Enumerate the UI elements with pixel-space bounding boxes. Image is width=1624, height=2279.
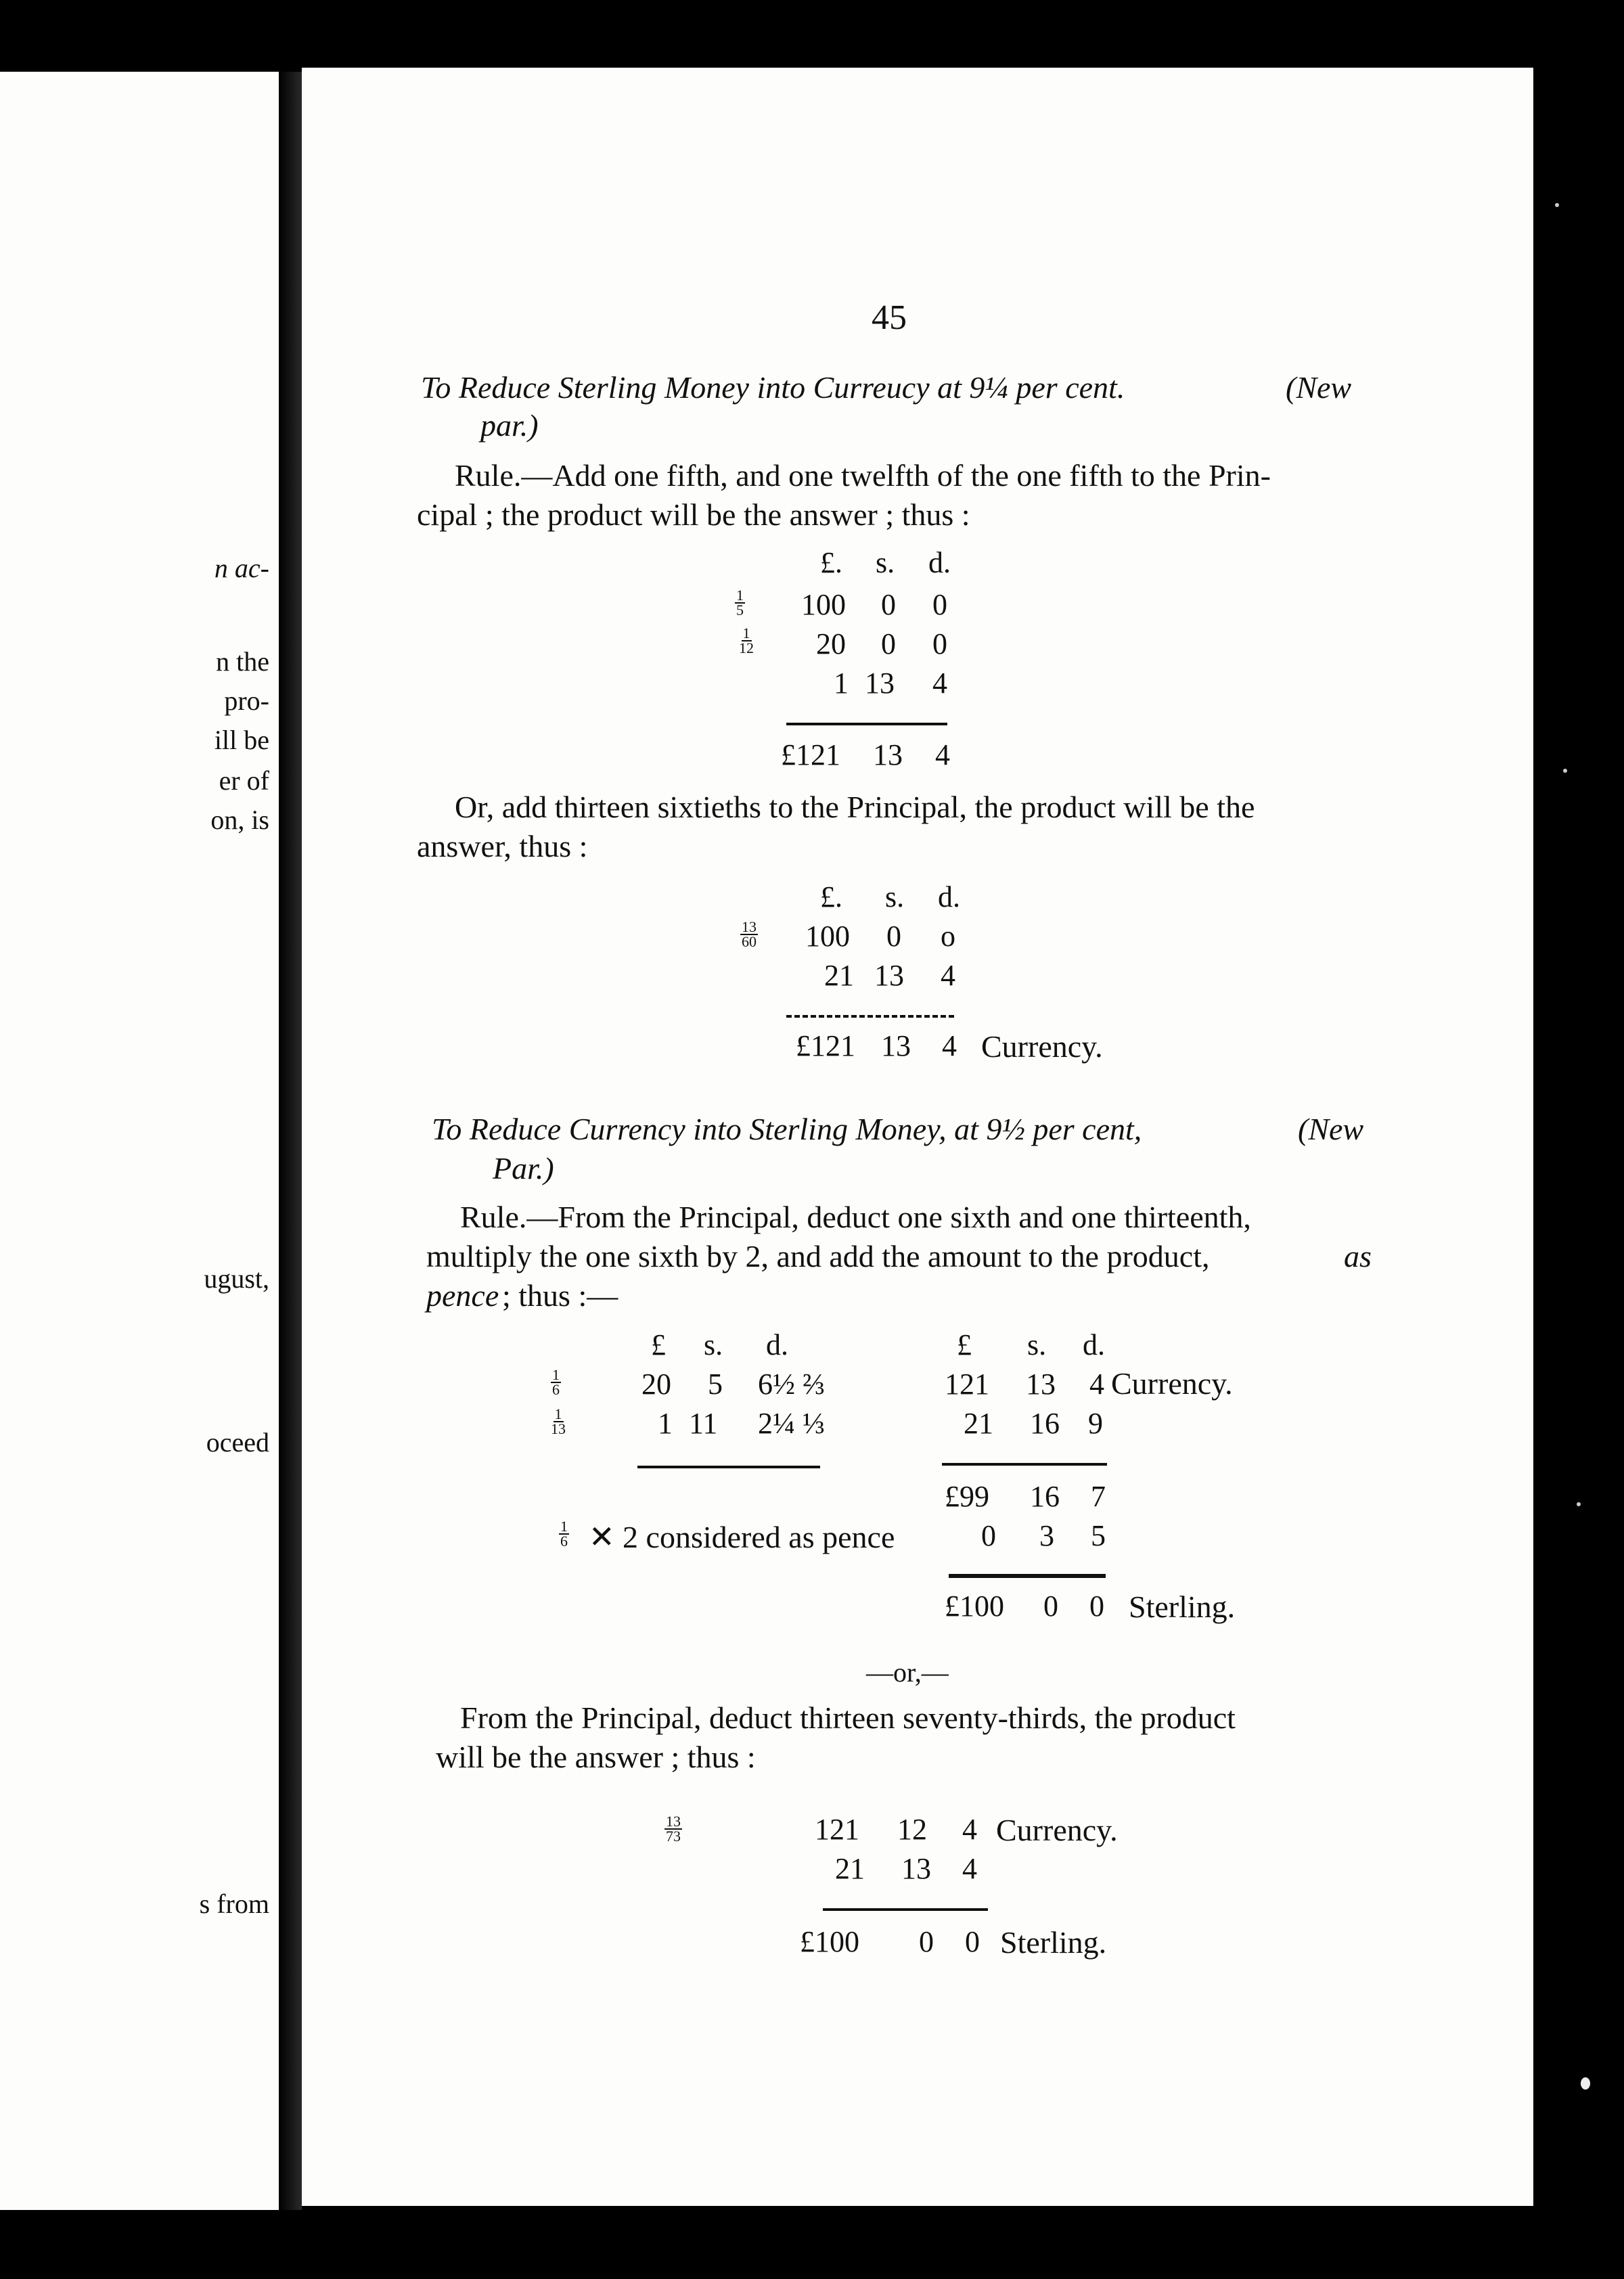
fraction-one-twelfth: $\frac{1}{12}$ xyxy=(739,625,754,656)
table-cell: 13 xyxy=(901,1852,931,1885)
total-cell: 4 xyxy=(935,738,950,771)
col-header-pence: d. xyxy=(1083,1328,1105,1361)
pence-cell: 3 xyxy=(1039,1519,1054,1552)
row-label: Currency. xyxy=(996,1813,1118,1847)
fraction-one-sixth: $\frac{1}{6}$ xyxy=(560,1518,568,1550)
section2-rule-cont: multiply the one sixth by 2, and add the amount to the product, xyxy=(426,1239,1210,1273)
table-cell: 121 xyxy=(815,1813,859,1846)
table-cell: 13 xyxy=(1026,1368,1056,1401)
section2-rule: Rule.—From the Principal, deduct one sixth and one thirteenth, xyxy=(460,1200,1251,1234)
scan-speck xyxy=(1577,1502,1581,1506)
table-cell: 20 xyxy=(641,1368,671,1401)
table-cell: 4 xyxy=(1089,1368,1104,1401)
table-cell: 4 xyxy=(941,959,955,992)
left-fragment: on, is xyxy=(210,805,269,835)
table-cell: 4 xyxy=(962,1852,977,1885)
table-cell: 0 xyxy=(932,627,947,660)
left-fragment: ugust, xyxy=(204,1263,269,1294)
pence-cell: 0 xyxy=(981,1519,996,1552)
section1-rule-cont: cipal ; the product will be the answer ; thus : xyxy=(417,497,970,532)
fraction-one-thirteenth: $\frac{1}{13}$ xyxy=(551,1405,566,1437)
pence-label: ✕ 2 considered as pence xyxy=(589,1520,895,1554)
total-cell: £100 xyxy=(945,1589,1004,1623)
col-header-pence: d. xyxy=(928,546,951,579)
total-label: Sterling. xyxy=(1129,1589,1236,1624)
table-cell: 21 xyxy=(835,1852,865,1885)
section2-rule-pence: pence xyxy=(426,1278,499,1313)
scan-speck xyxy=(1555,203,1559,207)
section2-from-cont: will be the answer ; thus : xyxy=(436,1740,756,1774)
table-cell: 4 xyxy=(932,667,947,700)
section2-from: From the Principal, deduct thirteen seventy-thirds, the product xyxy=(460,1700,1236,1735)
fraction-one-sixth: $\frac{1}{6}$ xyxy=(552,1366,560,1398)
sum-rule xyxy=(949,1574,1106,1578)
left-fragment: s from xyxy=(199,1889,269,1919)
section1-or: Or, add thirteen sixtieths to the Principal, the product will be the xyxy=(455,790,1255,824)
left-fragment: oceed xyxy=(206,1427,269,1458)
fraction-thirteen-sixtieths: $\frac{13}{60}$ xyxy=(742,918,757,950)
page-number: 45 xyxy=(872,298,907,337)
col-header-pence: d. xyxy=(766,1328,788,1361)
left-page xyxy=(0,72,279,2210)
section1-title-paren: (New xyxy=(1286,370,1352,405)
total-cell: 13 xyxy=(881,1029,911,1062)
total-cell: £100 xyxy=(800,1925,859,1958)
pence-cell: 5 xyxy=(1091,1519,1106,1552)
total-cell: 0 xyxy=(1089,1589,1104,1623)
total-cell: £121 xyxy=(781,738,840,771)
table-cell: 11 xyxy=(689,1407,718,1440)
total-cell: 0 xyxy=(1043,1589,1058,1623)
left-fragment: n ac- xyxy=(214,553,269,583)
total-label: Sterling. xyxy=(1000,1925,1107,1960)
section2-rule-as: as xyxy=(1344,1239,1372,1273)
section2-title-cont: Par.) xyxy=(493,1151,554,1186)
table-cell: 13 xyxy=(865,667,895,700)
section1-or-cont: answer, thus : xyxy=(417,829,588,863)
section1-title: To Reduce Sterling Money into Curreucy at 9¼ per cent. xyxy=(421,370,1125,405)
section1-title-cont: par.) xyxy=(480,408,539,443)
sum-rule xyxy=(786,1015,954,1018)
col-header-pounds: £. xyxy=(820,546,842,579)
table-cell: 121 xyxy=(945,1368,989,1401)
table-cell: 100 xyxy=(805,920,850,953)
subtotal-cell: £99 xyxy=(945,1480,989,1513)
col-header-pounds: £ xyxy=(651,1328,666,1361)
left-fragment: ill be xyxy=(214,725,269,755)
subtotal-cell: 16 xyxy=(1030,1480,1060,1513)
table-cell: 2¼ ⅓ xyxy=(758,1407,825,1440)
fraction-one-fifth: $\frac{1}{5}$ xyxy=(736,587,744,618)
sum-rule xyxy=(637,1466,820,1468)
total-cell: 4 xyxy=(942,1029,957,1062)
section2-title: To Reduce Currency into Sterling Money, at 9½ per cent, xyxy=(432,1112,1142,1146)
right-page xyxy=(302,68,1533,2206)
table-cell: 0 xyxy=(881,588,896,621)
sum-rule xyxy=(942,1463,1107,1466)
book-gutter xyxy=(279,72,302,2210)
sum-rule xyxy=(786,723,947,725)
section2-title-paren: (New xyxy=(1298,1112,1364,1146)
total-cell: £121 xyxy=(796,1029,855,1062)
table-cell: o xyxy=(941,920,955,953)
table-cell: 0 xyxy=(881,627,896,660)
table-cell: 4 xyxy=(962,1813,977,1846)
subtotal-cell: 7 xyxy=(1091,1480,1106,1513)
col-header-shillings: s. xyxy=(885,880,905,913)
or-divider: —or,— xyxy=(866,1657,949,1688)
col-header-pounds: £ xyxy=(957,1328,972,1361)
scan-speck xyxy=(1581,2077,1590,2090)
scan-speck xyxy=(1563,769,1567,773)
col-header-shillings: s. xyxy=(1027,1328,1047,1361)
table-cell: 21 xyxy=(964,1407,993,1440)
total-cell: 0 xyxy=(919,1925,934,1958)
table-cell: 1 xyxy=(834,667,849,700)
col-header-shillings: s. xyxy=(876,546,895,579)
table-cell: 100 xyxy=(801,588,846,621)
col-header-shillings: s. xyxy=(704,1328,723,1361)
section1-rule: Rule.—Add one fifth, and one twelfth of the one fifth to the Prin- xyxy=(455,458,1271,493)
table-cell: 13 xyxy=(874,959,904,992)
row-label: Currency. xyxy=(1111,1366,1233,1401)
table-cell: 6½ ⅔ xyxy=(758,1368,825,1401)
table-cell: 21 xyxy=(824,959,854,992)
table-cell: 9 xyxy=(1088,1407,1103,1440)
table-cell: 12 xyxy=(897,1813,927,1846)
table-cell: 0 xyxy=(932,588,947,621)
left-fragment: pro- xyxy=(224,685,269,716)
col-header-pounds: £. xyxy=(820,880,842,913)
left-fragment: n the xyxy=(216,646,269,677)
table-cell: 0 xyxy=(886,920,901,953)
total-label: Currency. xyxy=(981,1029,1103,1064)
table-cell: 5 xyxy=(708,1368,723,1401)
table-cell: 20 xyxy=(816,627,846,660)
total-cell: 0 xyxy=(965,1925,980,1958)
left-fragment: er of xyxy=(219,765,269,796)
col-header-pence: d. xyxy=(938,880,960,913)
table-cell: 1 xyxy=(658,1407,673,1440)
fraction-thirteen-seventy-thirds: $\frac{13}{73}$ xyxy=(666,1813,681,1845)
sum-rule xyxy=(823,1908,988,1911)
total-cell: 13 xyxy=(873,738,903,771)
section2-rule-end: ; thus :— xyxy=(502,1278,618,1313)
table-cell: 16 xyxy=(1030,1407,1060,1440)
